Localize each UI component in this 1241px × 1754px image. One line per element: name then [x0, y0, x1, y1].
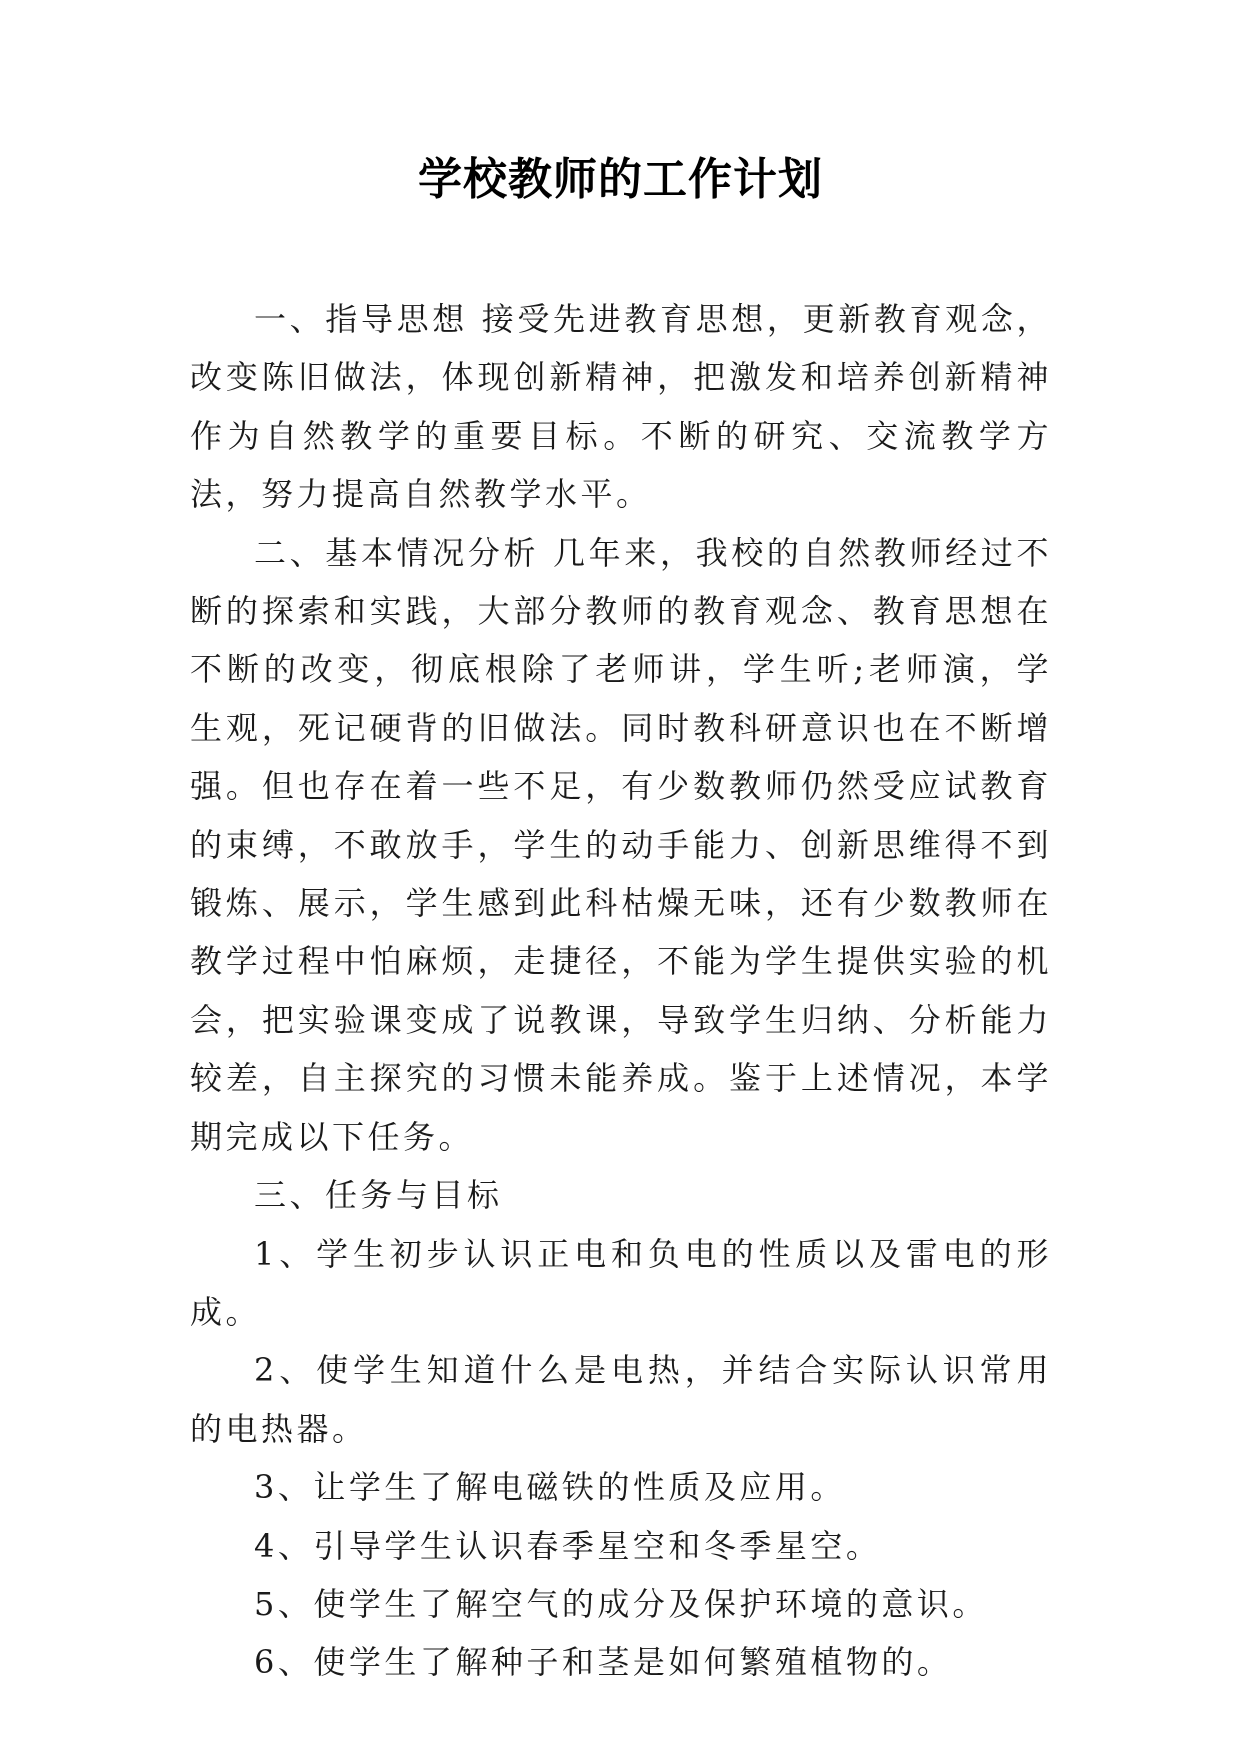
list-item-task-4: 4、引导学生认识春季星空和冬季星空。: [254, 1526, 882, 1565]
paragraph-tasks-heading: 三、任务与目标: [254, 1176, 503, 1215]
list-item-task-5: 5、使学生了解空气的成分及保护环境的意识。: [254, 1584, 988, 1623]
list-item-task-3: 3、让学生了解电磁铁的性质及应用。: [254, 1468, 846, 1507]
list-item-task-6: 6、使学生了解种子和茎是如何繁殖植物的。: [254, 1643, 953, 1682]
paragraph-situation-analysis: 二、基本情况分析 几年来，我校的自然教师经过不断的探索和实践，大部分教师的教育观念、教育思想在不断的改变，彻底根除了老师讲，学生听;老师演，学生观，死记硬背的旧做法。同时教科研意识也在不断增强。但也存在着一些不足，有少数教师仍然受应试教育的束缚，不敢放手，学生的动手能力、创新思维得不到锻炼、展示，学生感到此科枯燥无味，还有少数教师在教学过程中怕麻烦，走捷径，不能为学生提供实验的机会，把实验课变成了说教课，导致学生归纳、分析能力较差，自主探究的习惯未能养成。鉴于上述情况，本学期完成以下任务。: [190, 533, 1052, 1156]
list-item-task-1: 1、学生初步认识正电和负电的性质以及雷电的形成。: [190, 1234, 1052, 1331]
list-item-task-2: 2、使学生知道什么是电热，并结合实际认识常用的电热器。: [190, 1351, 1052, 1448]
paragraph-guiding-ideology: 一、指导思想 接受先进教育思想，更新教育观念，改变陈旧做法，体现创新精神，把激发和培养创新精神作为自然教学的重要目标。不断的研究、交流教学方法，努力提高自然教学水平。: [190, 300, 1052, 514]
document-body: [190, 290, 1052, 1692]
document-title: 学校教师的工作计划: [418, 154, 823, 205]
